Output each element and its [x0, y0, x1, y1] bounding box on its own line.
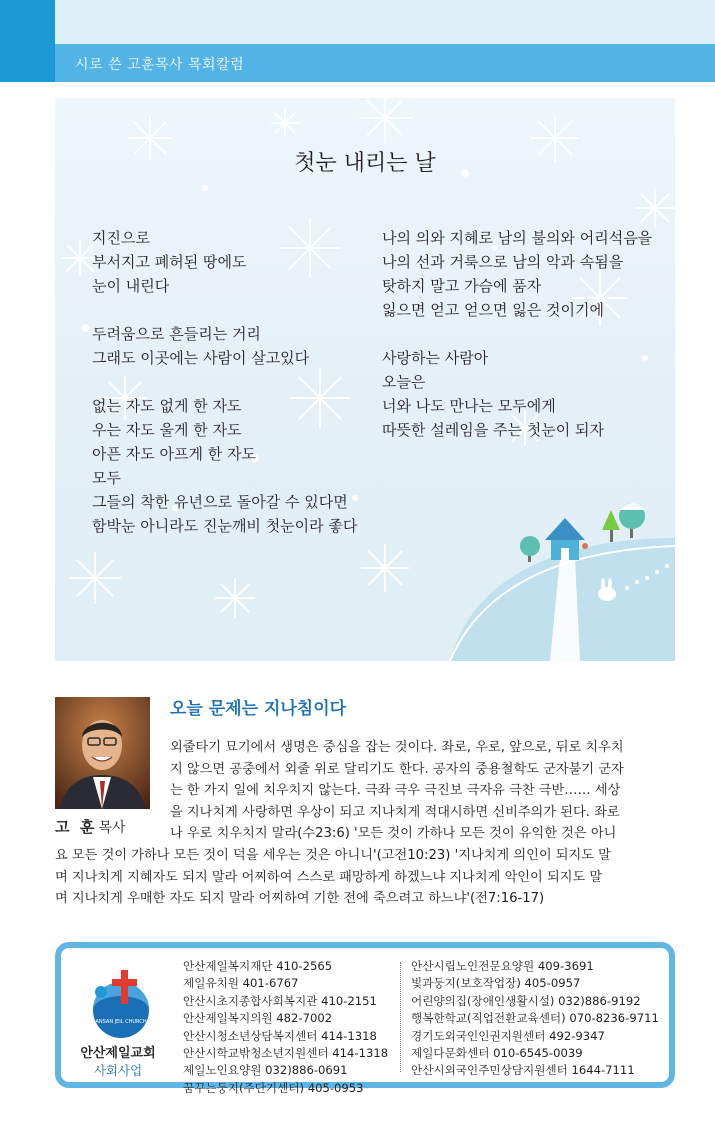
column-body-bottom — [55, 845, 675, 910]
poem-line: 눈이 내린다 — [92, 277, 170, 295]
service-item: 행복한학교(직업전환교육센터) 070-8236-9711 — [411, 1011, 659, 1026]
section-label: 시로 쓴 고훈목사 목회칼럼 — [75, 57, 245, 73]
house-icon — [545, 518, 585, 560]
body-line: 나 우로 치우치지 말라(수23:6) '모든 것이 가하나 모든 것이 유익한 것은 아니 — [170, 826, 617, 841]
service-item: 안산제일복지재단 410-2565 — [183, 959, 333, 973]
service-item: 어린양의집(장애인생활시설) 032)886-9192 — [411, 993, 641, 1008]
poem-line: 우는 자도 울게 한 자도 — [92, 421, 242, 439]
list-divider — [400, 962, 401, 1072]
stanza-gap — [382, 322, 652, 346]
column-body-top — [170, 737, 675, 845]
body-line: 을 지나치게 사랑하면 우상이 되고 지나치게 적대시하면 신비주의가 된다. 좌로 — [170, 804, 620, 820]
poem-line: 그들의 착한 유년으로 돌아갈 수 있다면 — [92, 493, 348, 511]
poem-line: 함박눈 아니라도 진눈깨비 첫눈이라 좋다 — [92, 517, 358, 535]
poem-line: 없는 자도 없게 한 자도 — [92, 397, 242, 415]
church-logo — [79, 968, 159, 1042]
service-item: 안산시학교밖청소년지원센터 414-1318 — [183, 1046, 389, 1061]
service-item: 꿈꾸는둥지(주단기센터) 405-0953 — [183, 1080, 364, 1095]
logo-text: ANSAN JEIL CHURCH — [95, 1019, 147, 1025]
service-item: 안산시립노인전문요양원 409-3691 — [411, 959, 594, 973]
poem-line: 아픈 자도 아프게 한 자도 — [92, 445, 256, 463]
poem-line: 지진으로 — [92, 229, 150, 247]
stanza-gap — [92, 298, 357, 322]
poem-title: 첫눈 내리는 날 — [294, 151, 436, 176]
header-tab — [0, 0, 55, 82]
service-item: 제일노인요양원 032)886-0691 — [183, 1063, 348, 1078]
service-item: 제일유치원 401-6767 — [183, 976, 299, 991]
services-list-right — [411, 958, 659, 1080]
poem-line: 나의 의와 지혜로 남의 불의와 어리석음을 — [382, 229, 653, 247]
author-name: 고 훈 — [55, 818, 95, 836]
poem-line: 두려움으로 흔들리는 거리 — [92, 325, 261, 343]
body-line: 외줄타기 묘기에서 생명은 중심을 잡는 것이다. 좌로, 우로, 앞으로, 뒤로 치우치 — [170, 740, 624, 755]
service-item: 안산제일복지의원 482-7002 — [183, 1011, 333, 1026]
column-heading: 오늘 문제는 지나침이다 — [170, 699, 347, 719]
service-item: 제일다문화센터 010-6545-0039 — [411, 1046, 583, 1061]
author-photo — [55, 697, 150, 809]
service-item: 안산시청소년상담복지센터 414-1318 — [183, 1028, 377, 1043]
poem-line: 나의 선과 거룩으로 남의 악과 속됨을 — [382, 253, 624, 271]
poem-line: 사랑하는 사람아 — [382, 349, 489, 367]
service-item: 안산시초지종합사회복지관 410-2151 — [183, 993, 377, 1008]
poem-left-column — [92, 226, 357, 538]
author-role: 목사 — [98, 820, 126, 836]
service-item: 빛과둥지(보호작업장) 405-0957 — [411, 976, 581, 991]
poem-line: 따뜻한 설레임을 주는 첫눈이 되자 — [382, 421, 604, 439]
service-item: 안산시외국인주민상담지원센터 1644-7111 — [411, 1063, 635, 1078]
poem-line: 탓하지 말고 가슴에 품자 — [382, 277, 542, 295]
church-subtitle: 사회사업 — [93, 1063, 143, 1078]
church-services-box — [55, 942, 675, 1095]
poem-line: 부서지고 폐허된 땅에도 — [92, 253, 247, 271]
poem-right-column — [382, 226, 652, 442]
poem-line: 너와 나도 만나는 모두에게 — [382, 397, 556, 415]
poem-line: 잃으면 얻고 얻으면 잃은 것이기에 — [382, 301, 604, 319]
service-item: 경기도외국인인권지원센터 492-9347 — [411, 1028, 605, 1043]
author-caption — [55, 816, 155, 837]
poem-line: 오늘은 — [382, 373, 426, 391]
poem-line: 그래도 이곳에는 사람이 살고있다 — [92, 349, 310, 367]
body-line: 요 모든 것이 가하나 모든 것이 덕을 세우는 것은 아니니'(고전10:23) '지나치게 의인이 되지도 말 — [55, 848, 611, 863]
body-line: 는 한 가지 일에 치우치지 않는다. 극좌 극우 극진보 극자유 극찬 극반…… 세상 — [170, 783, 621, 798]
body-line: 며 지나치게 지혜자도 되지 말라 어찌하여 스스로 패망하게 하겠느냐 지나치게 악인이 되지도 말 — [55, 869, 603, 885]
services-list-left — [183, 958, 388, 1097]
poem-box — [55, 98, 675, 661]
church-name: 안산제일교회 — [80, 1046, 156, 1061]
body-line: 며 지나치게 우매한 자도 되지 말라 어찌하여 기한 전에 죽으려고 하느냐'(전7:16-17) — [55, 891, 545, 906]
stanza-gap — [92, 370, 357, 394]
page-header — [0, 0, 715, 82]
body-line: 지 않으면 공중에서 외줄 위로 달리기도 한다. 공자의 중용철학도 군자불기 군자 — [170, 761, 624, 777]
poem-line: 모두 — [92, 469, 121, 487]
